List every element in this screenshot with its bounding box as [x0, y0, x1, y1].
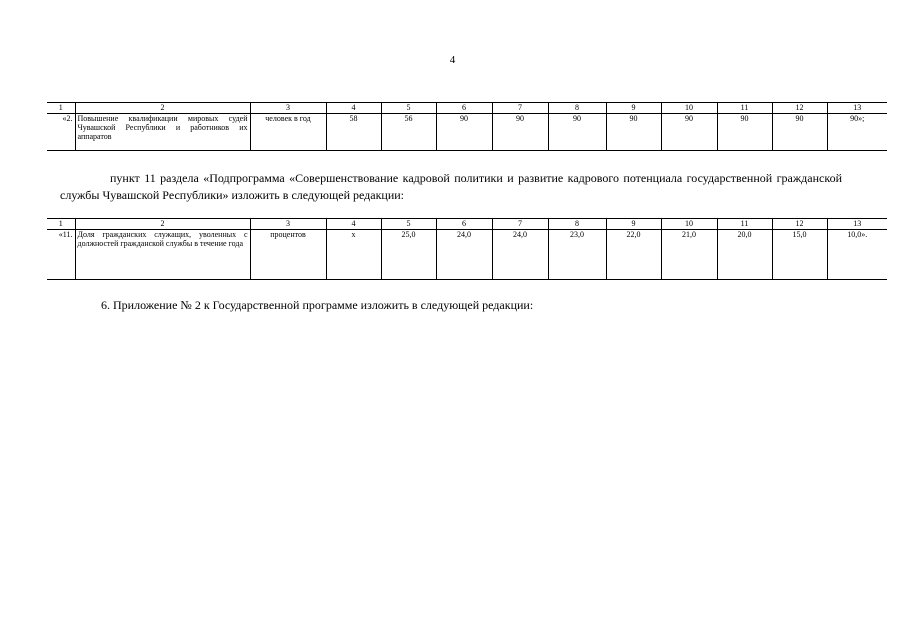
column-header: 4: [326, 219, 381, 230]
value-cell: 22,0: [606, 230, 661, 280]
value-cell: 90: [772, 114, 827, 151]
column-header: 13: [827, 219, 887, 230]
indicator-name: Повышение квалификации мировых судей Чувашской Республики и работников их аппаратов: [75, 114, 250, 151]
page-number: 4: [449, 54, 456, 66]
value-cell: 15,0: [772, 230, 827, 280]
indicator-table-qualification: [47, 102, 887, 151]
column-header: 10: [661, 103, 717, 114]
value-cell: 23,0: [548, 230, 606, 280]
value-cell: 90»;: [827, 114, 887, 151]
value-cell: 90: [436, 114, 492, 151]
column-header: 3: [250, 103, 326, 114]
value-cell: х: [326, 230, 381, 280]
value-cell: 20,0: [717, 230, 772, 280]
column-header: 13: [827, 103, 887, 114]
column-header: 11: [717, 219, 772, 230]
value-cell: 25,0: [381, 230, 436, 280]
unit-of-measure: процентов: [250, 230, 326, 280]
amendment-paragraph: [60, 170, 842, 204]
column-header: 10: [661, 219, 717, 230]
value-cell: 58: [326, 114, 381, 151]
column-header: 5: [381, 219, 436, 230]
column-header: 9: [606, 219, 661, 230]
table-header-row: [47, 103, 887, 114]
item-6-paragraph: 6. Приложение № 2 к Государственной программе изложить в следующей редакции:: [101, 298, 534, 312]
unit-of-measure: человек в год: [250, 114, 326, 151]
column-header: 6: [436, 103, 492, 114]
value-cell: 10,0».: [827, 230, 887, 280]
column-header: 12: [772, 103, 827, 114]
column-header: 12: [772, 219, 827, 230]
column-header: 2: [75, 103, 250, 114]
value-cell: 90: [606, 114, 661, 151]
value-cell: 90: [492, 114, 548, 151]
column-header: 8: [548, 219, 606, 230]
column-header: 1: [47, 219, 75, 230]
indicator-table-dismissed-share: [47, 218, 887, 280]
column-header: 7: [492, 219, 548, 230]
column-header: 6: [436, 219, 492, 230]
value-cell: 90: [717, 114, 772, 151]
table-header-row: [47, 219, 887, 230]
column-header: 4: [326, 103, 381, 114]
column-header: 1: [47, 103, 75, 114]
value-cell: 24,0: [492, 230, 548, 280]
row-number: «11.: [47, 230, 75, 280]
value-cell: 56: [381, 114, 436, 151]
row-number: «2.: [47, 114, 75, 151]
table-row: [47, 114, 887, 151]
column-header: 5: [381, 103, 436, 114]
column-header: 11: [717, 103, 772, 114]
column-header: 2: [75, 219, 250, 230]
amendment-text: пункт 11 раздела «Подпрограмма «Совершенствование кадровой политики и развитие кадрового потенциала государственной гражданской службы Чувашской Республики» изложить в следующей редакции:: [60, 171, 842, 202]
value-cell: 90: [661, 114, 717, 151]
value-cell: 24,0: [436, 230, 492, 280]
table-row: [47, 230, 887, 280]
value-cell: 90: [548, 114, 606, 151]
indicator-name: Доля гражданских служащих, уволенных с должностей гражданской службы в течение года: [75, 230, 250, 280]
column-header: 3: [250, 219, 326, 230]
value-cell: 21,0: [661, 230, 717, 280]
column-header: 8: [548, 103, 606, 114]
column-header: 7: [492, 103, 548, 114]
column-header: 9: [606, 103, 661, 114]
